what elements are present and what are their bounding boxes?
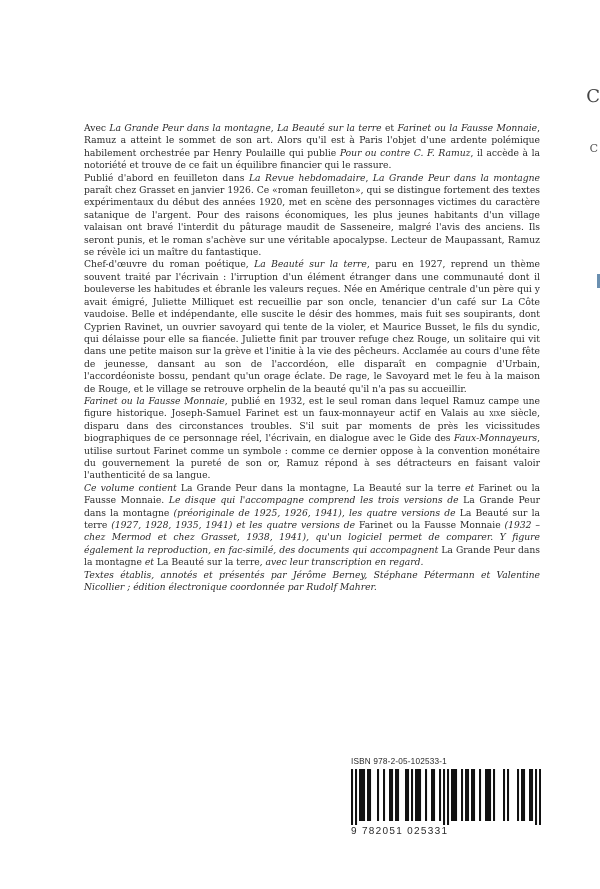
barcode-bar (453, 769, 455, 821)
barcode-bar (443, 769, 445, 825)
barcode-bar (395, 769, 397, 821)
text-run: La Grande Peur dans la montagne (84, 495, 540, 519)
barcode-bar (535, 769, 537, 825)
barcode-bar (377, 769, 379, 821)
text-run: La Grande Peur dans la montagne, La Beauté sur la terre (176, 482, 465, 494)
barcode-bar (529, 769, 531, 821)
paragraph-p2 (84, 173, 540, 260)
text-run: Pour ou contre C. F. Ramuz (339, 147, 471, 159)
barcode-bar (531, 769, 533, 821)
text-run: , (270, 123, 278, 134)
text-run: La Grande Peur dans la montagne (109, 123, 271, 134)
barcode-bar (447, 769, 449, 825)
text-run: et (381, 123, 398, 134)
barcode-bar (439, 769, 441, 821)
text-run: , publié en 1932, est le seul roman dans lequel Ramuz campe une figure historique. Joseph-Samuel Farinet est un faux-monnayeur actif en Valais au (84, 395, 540, 420)
text-run: , utilise surtout Farinet comme un symbole : comme ce dernier oppose à la convention monétaire du gouvernement la pureté de son or, Ramuz répond à ses détracteurs en faisant valoir l'authenticité de sa langue. (84, 433, 540, 482)
text-run: , Ramuz a atteint le sommet de son art. Alors qu'il est à Paris l'objet d'une ardente polémique habilement orchestrée par Henry Poulaille qui publie (84, 123, 540, 159)
text-run: Farinet ou la Fausse Monnaie (397, 123, 538, 134)
text-run: Textes établis, annotés et présentés par Jérôme Berney, Stéphane Pétermann et Valentine Nicollier ; édition électronique coordonnée par Rudolf Mahrer. (84, 569, 540, 594)
barcode-bar (471, 769, 473, 821)
edge-letter-top: C (586, 86, 600, 107)
barcode-bar (405, 769, 407, 821)
barcode-bar (485, 769, 487, 821)
text-run: Ce volume contient (84, 482, 177, 494)
barcode-bar (489, 769, 491, 821)
barcode-bar (369, 769, 371, 821)
barcode-bar (523, 769, 525, 821)
paragraph-p1 (84, 123, 540, 173)
barcode-bar (493, 769, 495, 821)
barcode-bar (411, 769, 413, 821)
text-run: Publié d'abord en feuilleton dans (84, 172, 249, 184)
barcode-bar (473, 769, 475, 821)
edge-letter-second: C (589, 142, 598, 155)
text-run: (préoriginale de 1925, 1926, 1941), les quatre versions de (173, 507, 456, 519)
paragraph-p3 (84, 259, 540, 395)
text-run: , avec leur transcription en regard. (259, 557, 424, 569)
back-cover-text (84, 123, 540, 594)
barcode-bar (425, 769, 427, 821)
text-run: La Grande Peur dans la montagne (84, 544, 540, 569)
text-run: xix (489, 408, 501, 420)
barcode-bar (367, 769, 369, 821)
barcode-bar (455, 769, 457, 821)
barcode-bar (417, 769, 419, 821)
isbn-label: ISBN 978-2-05-102533-1 (351, 757, 447, 766)
barcode (351, 769, 541, 825)
text-run: (1932 – chez Mermod et chez Grasset, 1938, 1941), qu'un logiciel permet de comparer. Y figure également la reproduction, en fac-similé, des documents qui accompagnent (84, 520, 540, 556)
text-run: La Beauté sur la terre (153, 557, 260, 569)
barcode-bar (465, 769, 467, 821)
text-run: Faux-Monnayeurs (453, 433, 538, 445)
barcode-bar (397, 769, 399, 821)
paragraph-p6 (84, 570, 540, 595)
barcode-bar (363, 769, 365, 821)
text-run: Farinet ou la Fausse Monnaie (84, 395, 225, 407)
barcode-bar (487, 769, 489, 821)
text-run: La Beauté sur la terre (277, 123, 382, 134)
barcode-bar (361, 769, 363, 821)
text-run: La Beauté sur la terre (254, 259, 367, 271)
barcode-bar (407, 769, 409, 821)
text-run: , paru en 1927, reprend un thème souvent traité par l'écrivain : l'irruption d'un élément étranger dans une communauté dont il bouleverse les habitudes et ébranle les valeurs reçues. Née en Amérique centrale d'un père qui y avait émigré, Juliette Milliquet est recueillie par son oncle, tenancier d'un café sur La Côte vaudoise. Belle et indépendante, elle suscite le désir des hommes, mais fuit ses soupirants, dont Cyprien Ravinet, un ouvrier savoyard qui tente de la violer, et Maurice Busset, le fils du syndic, qui délaisse pour elle sa fiancée. Juliette finit par trouver refuge chez Rouge, un solitaire qui vit dans une petite maison sur la grève et l'initie à la vie des pêcheurs. Acclamée au cours d'une fête de jeunesse, dansant au son de l'accordéon, elle disparaît en compagnie d'Urbain, l'accordéoniste bossu, pendant qu'un orage éclate. De rage, le Savoyard met le feu à la maison de Rouge, et le village se retrouve orphelin de la beauté qu'il n'a pas su accueillir. (84, 259, 540, 395)
text-run: Le disque qui l'accompagne comprend les trois versions de (168, 495, 459, 507)
text-run: paraît chez Grasset en janvier 1926. Ce «roman feuilleton», qui se distingue fortement des textes expérimentaux du début des années 1920, met en scène des personnages victimes du caractère satanique de l'argent. Pour des raisons économiques, les plus jeunes habitants d'un village valaisan ont bravé l'interdit du pâturage maudit de Sasseneire, malgré l'avis des anciens. Ils seront punis, et le roman s'achève sur une véritable apocalypse. Lecteur de Maupassant, Ramuz se révèle ici un maître du fantastique. (84, 185, 540, 259)
text-run: , il accède à la notoriété et trouve de ce fait un équilibre financier qui le rassure. (84, 147, 540, 172)
text-run: Farinet ou la Fausse Monnaie (355, 520, 505, 531)
text-run: Chef-d'œuvre du roman poétique, (84, 259, 255, 271)
barcode-bar (431, 769, 433, 821)
barcode-bar (433, 769, 435, 821)
paragraph-p4 (84, 396, 540, 483)
text-run: Farinet ou la Fausse Monnaie. (84, 482, 541, 507)
text-run: Avec (84, 123, 110, 134)
barcode-bar (451, 769, 453, 821)
barcode-bar (389, 769, 391, 821)
barcode-bar (415, 769, 417, 821)
text-run: , (365, 172, 373, 184)
barcode-digits: 9 782051 025331 (351, 826, 449, 837)
barcode-bar (507, 769, 509, 821)
text-run: La Revue hebdomadaire (248, 172, 366, 184)
text-run: e siècle, disparu dans des circonstances troubles. S'il suit par moments de près les vicissitudes biographiques de ce personnage réel, l'écrivain, en dialogue avec le Gide des (84, 408, 541, 445)
text-run: La Beauté sur la terre (84, 507, 540, 531)
text-run: et (464, 482, 475, 494)
barcode-bar (479, 769, 481, 821)
paragraph-p5 (84, 483, 540, 570)
barcode-bar (419, 769, 421, 821)
barcode-bar (391, 769, 393, 821)
text-run: et (144, 557, 154, 569)
isbn-block (351, 757, 541, 839)
barcode-bar (467, 769, 469, 821)
barcode-bar (517, 769, 519, 821)
text-run: La Grande Peur dans la montagne (372, 172, 540, 184)
barcode-bar (461, 769, 463, 821)
barcode-bar (521, 769, 523, 821)
text-run: (1927, 1928, 1935, 1941) et les quatre versions de (111, 520, 356, 531)
barcode-bar (355, 769, 357, 825)
barcode-bar (503, 769, 505, 821)
barcode-bar (351, 769, 353, 825)
barcode-bar (383, 769, 385, 821)
barcode-bar (359, 769, 361, 821)
barcode-bar (539, 769, 541, 825)
